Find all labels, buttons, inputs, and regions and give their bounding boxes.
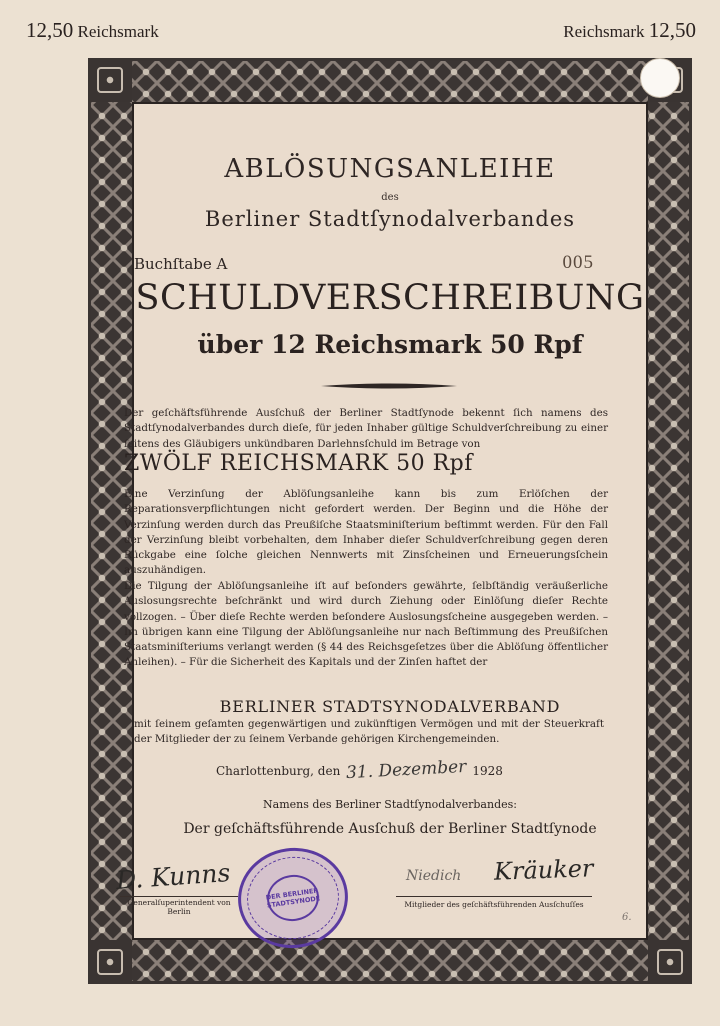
bond-title: ABLÖSUNGSANLEIHE (224, 154, 556, 184)
place: Charlottenburg, den (216, 764, 341, 778)
corner-denomination-left (26, 18, 159, 43)
corner-currency: Reichsmark (563, 22, 645, 41)
on-behalf-line: Namens des Berliner Stadtſynodalverbandes: (263, 798, 517, 811)
body-paragraph-1: Der geſchäftsführende Ausſchuß der Berliner Stadtſynode bekennt ſich namens des Stadtſynodalverbandes durch dieſe, für jeden Inhaber gültige Schuldverſchreibung zu einer ſeitens des Gläubigers unkündbaren Darlehnsſchuld im Betrage von (124, 407, 608, 450)
signature-middle: Niedich (406, 868, 462, 884)
signature-line-right (396, 896, 592, 897)
series-letter: Buchſtabe A (134, 255, 228, 273)
face-value: über 12 Reichsmark 50 Rpf (197, 330, 583, 359)
stamp-inner-text: DER BERLINER STADTSYNODE (264, 872, 322, 925)
place-and-date (216, 756, 503, 784)
serial-number: 005 (562, 252, 594, 273)
body-paragraph-4: mit ſeinem geſamten gegenwärtigen und zukünftigen Vermögen und mit der Steuerkraft der Mitglieder der zu ſeinem Verbande gehörigen Kirchengemeinden. (134, 718, 604, 746)
handwritten-date: 31. Dezember (345, 756, 467, 784)
body-paragraph-2: Eine Verzinſung der Ablöſungsanleihe kann bis zum Erlöſchen der Reparationsverpflichtungen nicht gefordert werden. Der Beginn und die Höhe der Verzinſung werden durch das Preußiſche Staatsminiſterium beſtimmt werden. Für den Fall der Verzinſung bleibt vorbehalten, dem Inhaber dieſer Schuldverſchreibung gegen deren Rückgabe eine ſolche gleichen Nennwerts mit Zinsſcheinen und Erneuerungsſchein auszuhändigen. (124, 488, 608, 577)
body-paragraph-3: Die Tilgung der Ablöſungsanleihe iſt auf beſonders gewährte, ſelbſtändig veräußerliche Auslosungsrechte beſchränkt und wird durch Ziehung oder Einlöſung dieſer Rechte vollzogen. – Über dieſe Rechte werden beſondere Auslosungsſcheine ausgegeben werden. – Im übrigen kann eine Tilgung der Ablöſungsanleihe nur nach Beſtimmung des Preußiſchen Staatsminiſteriums verlangt werden (§ 44 des Reichsgeſetzes über die Ablöſung öffentlicher Anleihen). – Für die Sicherheit des Kapitals und der Zinſen haftet der (124, 580, 608, 669)
corner-denomination-right (563, 18, 696, 43)
signature-left: D. Kunns (115, 858, 232, 895)
signature-caption-right: Mitglieder des geſchäftsführenden Ausſchuſſes (404, 900, 584, 909)
issuer-name: Berliner Stadtſynodalverbandes (204, 207, 576, 231)
signature-caption-left: Generalſuperintendent von Berlin (127, 898, 231, 916)
punch-hole (640, 58, 680, 98)
corner-amount: 12,50 (648, 18, 696, 42)
signature-line-left (120, 896, 238, 897)
corner-amount: 12,50 (26, 18, 74, 42)
divider-ornament-icon (319, 382, 459, 390)
corner-ornament-icon (88, 940, 132, 984)
year: 1928 (472, 764, 503, 778)
corner-ornament-icon (648, 940, 692, 984)
corner-ornament-icon (88, 58, 132, 102)
amount-in-words: ZWÖLF REICHSMARK 50 Rpf (124, 451, 473, 476)
committee-line: Der geſchäftsführende Ausſchuß der Berliner Stadtſynode (183, 821, 597, 837)
certificate-panel (115, 104, 646, 938)
pencil-annotation: 6. (622, 912, 632, 923)
document-type: SCHULDVERSCHREIBUNG (135, 278, 645, 318)
corner-currency: Reichsmark (77, 22, 159, 41)
guarantor-name: BERLINER STADTSYNODALVERBAND (219, 697, 561, 716)
title-article: des (381, 192, 399, 203)
signature-right: Kräuker (493, 854, 594, 886)
